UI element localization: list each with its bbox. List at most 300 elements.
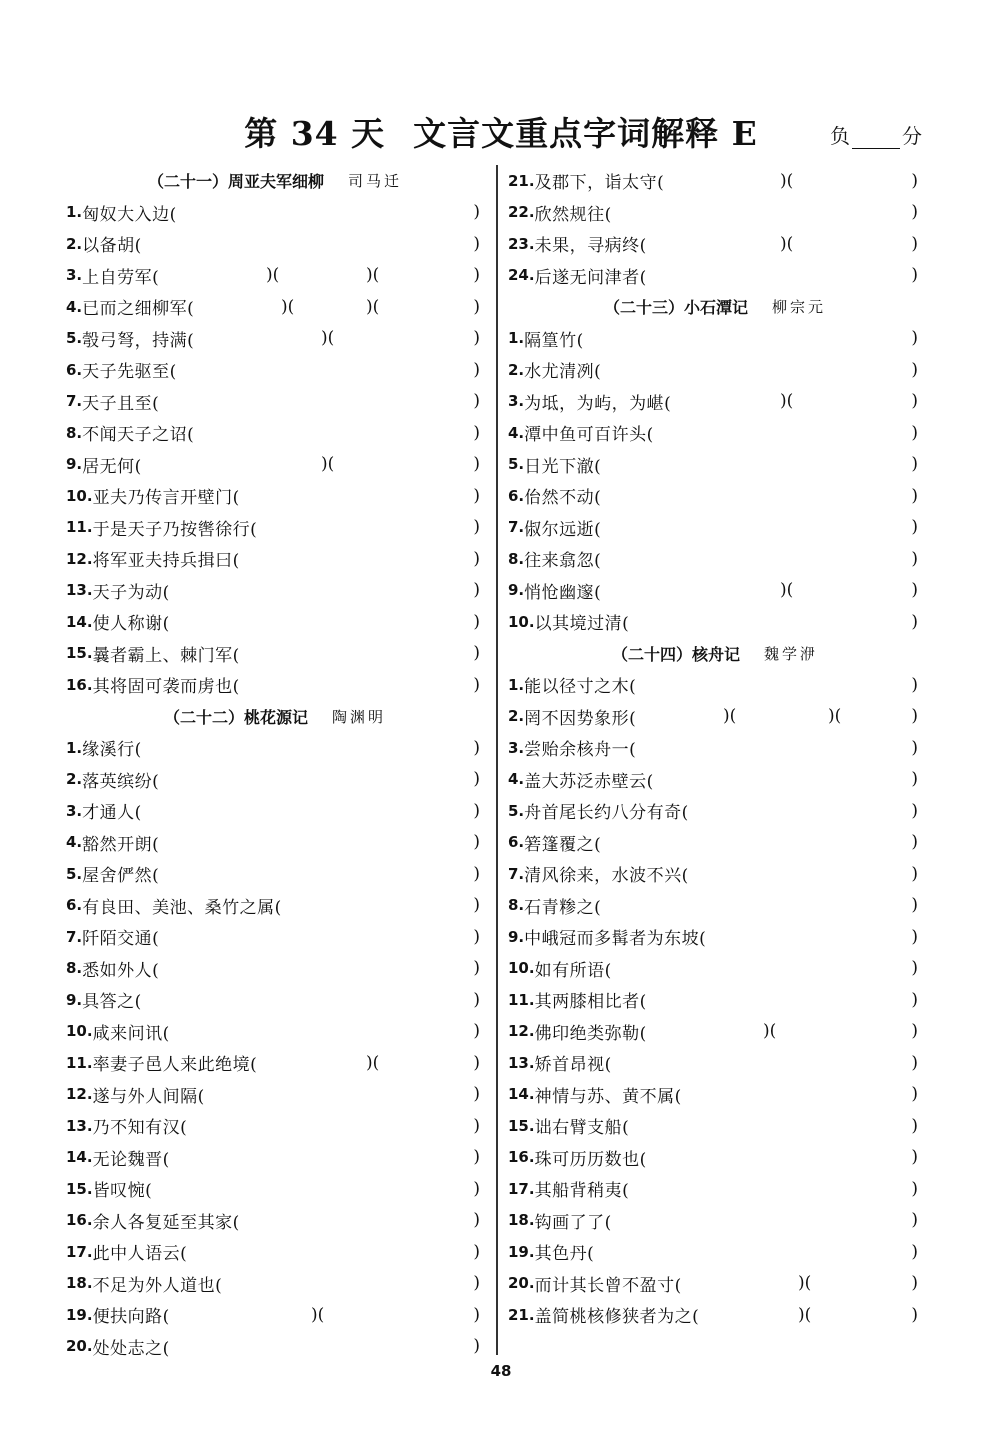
column-divider	[496, 165, 498, 1355]
question-item	[66, 1205, 484, 1237]
question-text: 落英缤纷(	[82, 771, 160, 792]
question-number: 14.	[66, 1148, 93, 1167]
answer-blank-close[interactable]: )	[473, 958, 480, 979]
question-number: 12.	[66, 1085, 93, 1104]
answer-blank-close[interactable]: )	[911, 1147, 918, 1168]
answer-blank-separator[interactable]: )(	[366, 1052, 380, 1073]
question-item	[66, 1142, 484, 1174]
question-text: 珠可历历数也(	[534, 1149, 647, 1170]
question-item	[508, 228, 922, 260]
question-number: 6.	[508, 486, 525, 505]
answer-blank-close[interactable]: )	[911, 1241, 918, 1262]
answer-blank-close[interactable]: )	[473, 202, 480, 223]
question-number: 6.	[508, 833, 525, 852]
question-text: 水尤清冽(	[524, 362, 602, 383]
question-text: 曩者霸上、棘门军(	[92, 645, 240, 666]
question-text: 其船背稍夷(	[534, 1181, 630, 1202]
question-text: 屋舍俨然(	[82, 866, 160, 887]
answer-blank-close[interactable]: )	[473, 643, 480, 664]
answer-blank-separator[interactable]: )(	[780, 233, 794, 254]
question-text: 罔不因势象形(	[524, 708, 637, 729]
question-text: 不闻天子之诏(	[82, 425, 195, 446]
question-item	[508, 827, 922, 859]
question-item	[66, 1016, 484, 1048]
answer-blank-close[interactable]: )	[911, 580, 918, 601]
answer-blank-close[interactable]: )	[911, 359, 918, 380]
question-text: 将军亚夫持兵揖曰(	[92, 551, 240, 572]
question-number: 3.	[66, 266, 83, 285]
question-item	[66, 1299, 484, 1331]
question-item	[66, 449, 484, 481]
answer-blank-close[interactable]: )	[473, 926, 480, 947]
answer-blank-close[interactable]: )	[911, 958, 918, 979]
question-item	[508, 669, 922, 701]
question-number: 24.	[508, 266, 535, 285]
question-text: 悄怆幽邃(	[524, 582, 602, 603]
question-number: 13.	[508, 1053, 535, 1072]
question-number: 9.	[508, 581, 525, 600]
question-text: 钩画了了(	[534, 1212, 612, 1233]
question-item	[508, 1299, 922, 1331]
question-item	[508, 984, 922, 1016]
question-text: 矫首昂视(	[534, 1055, 612, 1076]
question-text: 俶尔远逝(	[524, 519, 602, 540]
answer-blank-close[interactable]: )	[911, 422, 918, 443]
answer-blank-close[interactable]: )	[473, 769, 480, 790]
question-number: 7.	[508, 518, 525, 537]
question-number: 14.	[66, 612, 93, 631]
question-item	[66, 890, 484, 922]
question-item	[66, 638, 484, 670]
answer-blank-close[interactable]: )	[473, 1241, 480, 1262]
answer-blank-close[interactable]: )	[473, 422, 480, 443]
answer-blank-separator[interactable]: )(	[798, 1304, 812, 1325]
answer-blank-close[interactable]: )	[473, 800, 480, 821]
answer-blank-close[interactable]: )	[473, 611, 480, 632]
answer-blank-close[interactable]: )	[911, 1084, 918, 1105]
answer-blank-close[interactable]: )	[473, 1115, 480, 1136]
answer-blank-close[interactable]: )	[473, 1336, 480, 1357]
answer-blank-close[interactable]: )	[911, 800, 918, 821]
answer-blank-close[interactable]: )	[911, 233, 918, 254]
question-item	[508, 1047, 922, 1079]
question-number: 1.	[66, 738, 83, 757]
question-text: 有良田、美池、桑竹之属(	[82, 897, 282, 918]
question-item	[66, 827, 484, 859]
answer-blank-close[interactable]: )	[911, 328, 918, 349]
question-text: 阡陌交通(	[82, 929, 160, 950]
question-item	[508, 1079, 922, 1111]
section-title: （二十二）桃花源记	[163, 707, 308, 727]
question-text: 使人称谢(	[92, 614, 170, 635]
question-item	[508, 1236, 922, 1268]
question-text: 佁然不动(	[524, 488, 602, 509]
answer-blank-separator[interactable]: )(	[780, 391, 794, 412]
question-text: 具答之(	[82, 992, 142, 1013]
question-item	[66, 1079, 484, 1111]
question-text: 处处志之(	[92, 1338, 170, 1359]
question-item	[508, 512, 922, 544]
question-text: 居无何(	[82, 456, 142, 477]
question-text: 彀弓弩，持满(	[82, 330, 195, 351]
question-item	[508, 1016, 922, 1048]
answer-blank-close[interactable]: )	[911, 832, 918, 853]
question-number: 20.	[66, 1337, 93, 1356]
question-item	[66, 512, 484, 544]
answer-blank-close[interactable]: )	[473, 1052, 480, 1073]
answer-blank-close[interactable]: )	[911, 485, 918, 506]
answer-blank-close[interactable]: )	[473, 863, 480, 884]
question-item	[508, 417, 922, 449]
question-number: 3.	[508, 738, 525, 757]
question-number: 11.	[66, 518, 93, 537]
answer-blank-separator[interactable]: )(	[281, 296, 295, 317]
answer-blank-close[interactable]: )	[473, 1178, 480, 1199]
question-text: 悉如外人(	[82, 960, 160, 981]
question-number: 8.	[508, 549, 525, 568]
question-item	[66, 1173, 484, 1205]
question-number: 9.	[66, 990, 83, 1009]
question-number: 15.	[66, 644, 93, 663]
question-item	[508, 732, 922, 764]
question-item	[66, 543, 484, 575]
answer-blank-separator[interactable]: )(	[780, 580, 794, 601]
question-item	[508, 858, 922, 890]
question-text: 皆叹惋(	[92, 1181, 153, 1202]
question-number: 16.	[66, 675, 93, 694]
question-number: 4.	[66, 833, 83, 852]
question-text: 咸来问讯(	[92, 1023, 170, 1044]
answer-blank-close[interactable]: )	[911, 1273, 918, 1294]
question-item	[508, 795, 922, 827]
section-heading	[66, 165, 484, 197]
question-text: 便扶向路(	[92, 1307, 170, 1328]
answer-blank-close[interactable]: )	[473, 517, 480, 538]
answer-blank-separator[interactable]: )(	[828, 706, 842, 727]
answer-blank-close[interactable]: )	[911, 863, 918, 884]
question-item	[66, 228, 484, 260]
question-number: 5.	[508, 801, 525, 820]
answer-blank-close[interactable]: )	[473, 265, 480, 286]
question-number: 22.	[508, 203, 535, 222]
question-number: 2.	[66, 234, 83, 253]
question-text: 以备胡(	[82, 236, 142, 257]
answer-blank-close[interactable]: )	[473, 737, 480, 758]
answer-blank-close[interactable]: )	[911, 1178, 918, 1199]
day-label: 第 34 天	[244, 114, 386, 153]
section-heading	[508, 638, 922, 670]
question-text: 余人各复延至其家(	[92, 1212, 240, 1233]
question-text: 其将固可袭而虏也(	[92, 677, 240, 698]
question-text: 缘溪行(	[82, 740, 142, 761]
question-item	[508, 1205, 922, 1237]
question-number: 12.	[508, 1022, 535, 1041]
question-item	[66, 921, 484, 953]
question-number: 8.	[66, 423, 83, 442]
question-item	[66, 386, 484, 418]
section-heading	[508, 291, 922, 323]
question-number: 14.	[508, 1085, 535, 1104]
answer-blank-close[interactable]: )	[911, 1304, 918, 1325]
page-number: 48	[490, 1362, 512, 1380]
answer-blank-close[interactable]: )	[473, 485, 480, 506]
answer-blank-close[interactable]: )	[911, 737, 918, 758]
question-item	[508, 1142, 922, 1174]
answer-blank-close[interactable]: )	[911, 391, 918, 412]
question-item	[66, 197, 484, 229]
question-number: 17.	[66, 1242, 93, 1261]
answer-blank-close[interactable]: )	[473, 548, 480, 569]
question-item	[66, 1331, 484, 1363]
question-number: 13.	[66, 1116, 93, 1135]
question-number: 4.	[508, 423, 525, 442]
answer-blank-close[interactable]: )	[473, 1021, 480, 1042]
score-suffix: 分	[902, 124, 922, 148]
question-number: 15.	[66, 1179, 93, 1198]
right-column	[508, 165, 922, 1331]
section-author: 魏学洢	[764, 644, 819, 663]
answer-blank-separator[interactable]: )(	[763, 1021, 777, 1042]
question-number: 6.	[66, 360, 83, 379]
answer-blank-separator[interactable]: )(	[321, 454, 335, 475]
answer-blank-close[interactable]: )	[473, 1273, 480, 1294]
question-number: 16.	[66, 1211, 93, 1230]
question-number: 8.	[508, 896, 525, 915]
question-item	[508, 260, 922, 292]
section-author: 柳宗元	[772, 298, 827, 317]
question-text: 上自劳军(	[82, 267, 160, 288]
question-item	[66, 1236, 484, 1268]
section-author: 司马迁	[348, 172, 403, 191]
question-text: 亚夫乃传言开壁门(	[92, 488, 240, 509]
question-text: 中峨冠而多髯者为东坡(	[524, 929, 707, 950]
answer-blank-close[interactable]: )	[473, 296, 480, 317]
question-item	[66, 1110, 484, 1142]
question-number: 3.	[508, 392, 525, 411]
question-text: 欣然规往(	[534, 204, 612, 225]
answer-blank-separator[interactable]: )(	[366, 265, 380, 286]
question-number: 13.	[66, 581, 93, 600]
answer-blank-close[interactable]: )	[911, 1021, 918, 1042]
question-number: 19.	[66, 1305, 93, 1324]
question-text: 石青糁之(	[524, 897, 602, 918]
section-title: （二十一）周亚夫军细柳	[147, 172, 324, 192]
question-item	[508, 575, 922, 607]
answer-blank-separator[interactable]: )(	[798, 1273, 812, 1294]
question-text: 遂与外人间隔(	[92, 1086, 205, 1107]
question-item	[508, 890, 922, 922]
question-number: 16.	[508, 1148, 535, 1167]
question-number: 8.	[66, 959, 83, 978]
question-number: 9.	[508, 927, 525, 946]
question-text: 箬篷覆之(	[524, 834, 602, 855]
question-text: 其色丹(	[534, 1244, 595, 1265]
question-item	[508, 354, 922, 386]
question-number: 5.	[508, 455, 525, 474]
question-item	[66, 260, 484, 292]
question-number: 2.	[66, 770, 83, 789]
question-text: 清风徐来，水波不兴(	[524, 866, 689, 887]
question-number: 10.	[508, 959, 535, 978]
question-item	[66, 575, 484, 607]
answer-blank-close[interactable]: )	[911, 454, 918, 475]
answer-blank-close[interactable]: )	[911, 1052, 918, 1073]
answer-blank-close[interactable]: )	[911, 989, 918, 1010]
answer-blank-close[interactable]: )	[473, 1147, 480, 1168]
question-text: 其两膝相比者(	[534, 992, 647, 1013]
answer-blank-separator[interactable]: )(	[311, 1304, 325, 1325]
question-text: 无论魏晋(	[92, 1149, 170, 1170]
answer-blank-close[interactable]: )	[473, 1210, 480, 1231]
question-number: 5.	[66, 329, 83, 348]
question-text: 而计其长曾不盈寸(	[534, 1275, 682, 1296]
question-number: 1.	[66, 203, 83, 222]
question-number: 5.	[66, 864, 83, 883]
question-text: 才通人(	[82, 803, 142, 824]
answer-blank-close[interactable]: )	[473, 674, 480, 695]
score-field	[830, 120, 922, 149]
answer-blank-close[interactable]: )	[473, 1084, 480, 1105]
answer-blank-close[interactable]: )	[473, 233, 480, 254]
answer-blank-close[interactable]: )	[911, 548, 918, 569]
question-text: 舟首尾长约八分有奇(	[524, 803, 689, 824]
question-text: 天子且至(	[82, 393, 160, 414]
topic-label: 文言文重点字词解释 E	[413, 114, 758, 153]
question-text: 此中人语云(	[92, 1244, 188, 1265]
answer-blank-close[interactable]: )	[473, 1304, 480, 1325]
question-text: 尝贻余核舟一(	[524, 740, 637, 761]
answer-blank-close[interactable]: )	[911, 202, 918, 223]
question-item	[66, 606, 484, 638]
score-prefix: 负	[830, 124, 850, 148]
question-number: 15.	[508, 1116, 535, 1135]
question-item	[508, 764, 922, 796]
question-item	[66, 795, 484, 827]
answer-blank-close[interactable]: )	[473, 580, 480, 601]
answer-blank-close[interactable]: )	[473, 832, 480, 853]
section-title: （二十三）小石潭记	[603, 298, 748, 318]
question-text: 如有所语(	[534, 960, 612, 981]
question-number: 4.	[508, 770, 525, 789]
question-number: 9.	[66, 455, 83, 474]
question-number: 18.	[508, 1211, 535, 1230]
section-author: 陶渊明	[332, 707, 387, 726]
question-item	[66, 480, 484, 512]
question-item	[66, 764, 484, 796]
question-item	[66, 417, 484, 449]
question-number: 12.	[66, 549, 93, 568]
left-column	[66, 165, 484, 1362]
question-item	[66, 1268, 484, 1300]
question-text: 隔篁竹(	[524, 330, 584, 351]
answer-blank-close[interactable]: )	[473, 989, 480, 1010]
answer-blank-close[interactable]: )	[911, 1210, 918, 1231]
answer-blank-separator[interactable]: )(	[780, 170, 794, 191]
answer-blank-close[interactable]: )	[911, 769, 918, 790]
question-item	[508, 386, 922, 418]
question-number: 17.	[508, 1179, 535, 1198]
answer-blank-close[interactable]: )	[911, 1115, 918, 1136]
answer-blank-separator[interactable]: )(	[366, 296, 380, 317]
question-item	[66, 354, 484, 386]
question-text: 已而之细柳军(	[82, 299, 195, 320]
question-text: 乃不知有汉(	[92, 1118, 188, 1139]
answer-blank-close[interactable]: )	[911, 517, 918, 538]
question-item	[508, 953, 922, 985]
question-number: 10.	[66, 486, 93, 505]
question-text: 不足为外人道也(	[92, 1275, 223, 1296]
question-item	[508, 323, 922, 355]
question-number: 7.	[66, 927, 83, 946]
question-text: 佛印绝类弥勒(	[534, 1023, 647, 1044]
question-item	[508, 197, 922, 229]
question-item	[66, 984, 484, 1016]
question-item	[66, 732, 484, 764]
question-item	[508, 606, 922, 638]
answer-blank-close[interactable]: )	[911, 265, 918, 286]
answer-blank-separator[interactable]: )(	[321, 328, 335, 349]
question-text: 以其境过清(	[534, 614, 630, 635]
answer-blank-separator[interactable]: )(	[266, 265, 280, 286]
question-item	[508, 165, 922, 197]
question-number: 1.	[508, 675, 525, 694]
section-title: （二十四）核舟记	[611, 644, 740, 664]
question-text: 神情与苏、黄不属(	[534, 1086, 682, 1107]
question-text: 于是天子乃按辔徐行(	[92, 519, 258, 540]
question-number: 11.	[66, 1053, 93, 1072]
question-number: 21.	[508, 171, 535, 190]
score-blank[interactable]	[852, 128, 900, 149]
question-number: 10.	[66, 1022, 93, 1041]
question-text: 匈奴大入边(	[82, 204, 177, 225]
question-item	[508, 1268, 922, 1300]
question-number: 23.	[508, 234, 535, 253]
answer-blank-close[interactable]: )	[911, 895, 918, 916]
question-number: 7.	[66, 392, 83, 411]
question-item	[66, 858, 484, 890]
answer-blank-separator[interactable]: )(	[723, 706, 737, 727]
question-text: 为坻，为屿，为嵁(	[524, 393, 672, 414]
question-item	[66, 291, 484, 323]
question-item	[508, 701, 922, 733]
question-number: 7.	[508, 864, 525, 883]
answer-blank-close[interactable]: )	[911, 611, 918, 632]
answer-blank-close[interactable]: )	[473, 391, 480, 412]
question-text: 及郡下，诣太守(	[534, 173, 665, 194]
question-item	[508, 921, 922, 953]
answer-blank-close[interactable]: )	[911, 170, 918, 191]
answer-blank-close[interactable]: )	[473, 895, 480, 916]
question-item	[508, 543, 922, 575]
question-item	[508, 449, 922, 481]
question-text: 往来翕忽(	[524, 551, 602, 572]
answer-blank-close[interactable]: )	[473, 328, 480, 349]
answer-blank-close[interactable]: )	[473, 454, 480, 475]
question-text: 未果，寻病终(	[534, 236, 647, 257]
answer-blank-close[interactable]: )	[473, 359, 480, 380]
answer-blank-close[interactable]: )	[911, 674, 918, 695]
answer-blank-close[interactable]: )	[911, 706, 918, 727]
question-text: 后遂无问津者(	[534, 267, 647, 288]
question-item	[66, 1047, 484, 1079]
question-text: 天子先驱至(	[82, 362, 177, 383]
question-item	[508, 1173, 922, 1205]
question-text: 天子为动(	[92, 582, 170, 603]
answer-blank-close[interactable]: )	[911, 926, 918, 947]
question-number: 2.	[508, 707, 525, 726]
question-number: 11.	[508, 990, 535, 1009]
question-number: 18.	[66, 1274, 93, 1293]
